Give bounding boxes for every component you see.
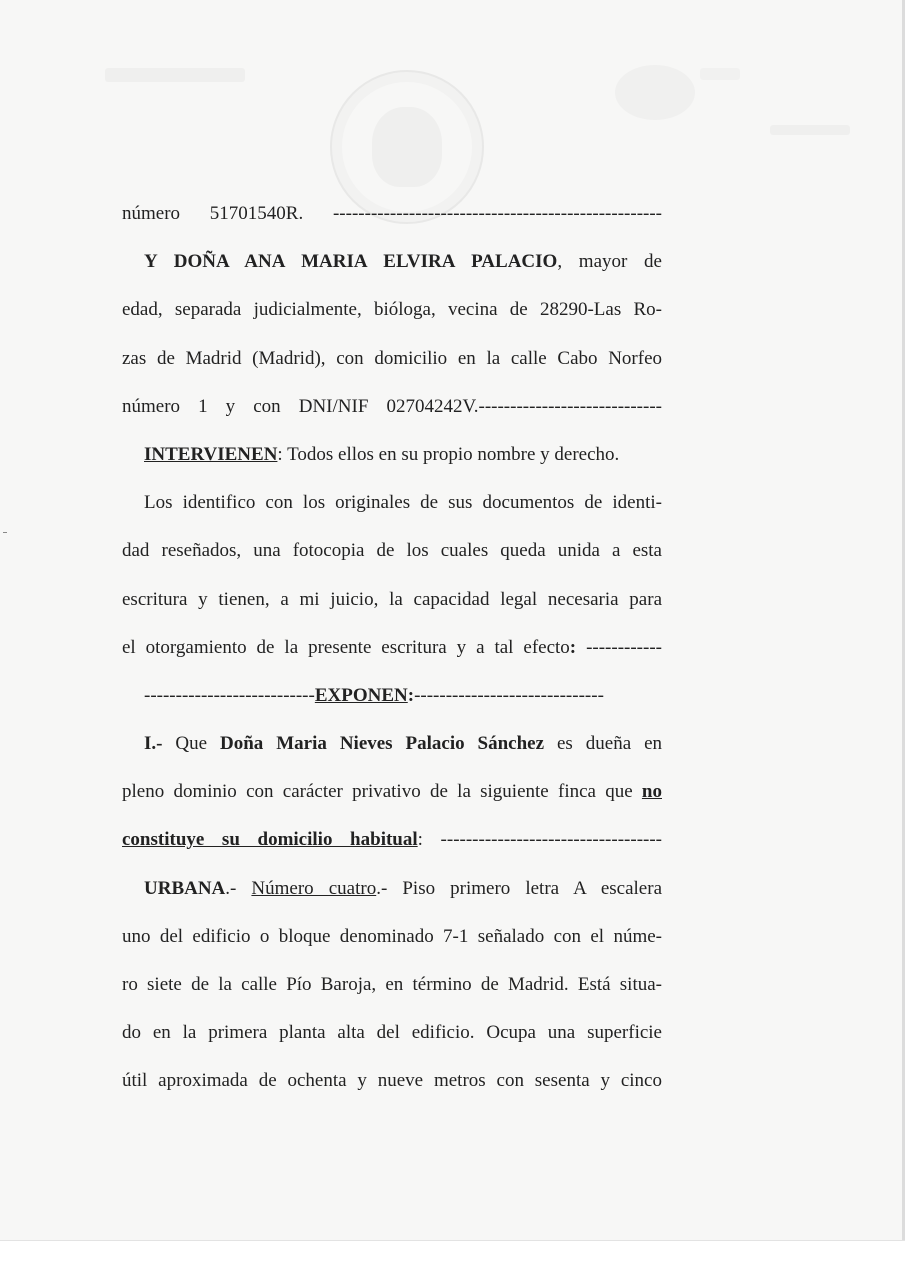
text-segment: do en la primera planta alta del edificio. Ocupa una superficie	[122, 1022, 662, 1044]
text-line	[122, 816, 662, 864]
text-line	[122, 1057, 662, 1105]
text-segment: , mayor de	[557, 251, 662, 273]
text-segment: ----------------------------------------------------	[332, 203, 662, 224]
text-segment: ------------------------------	[414, 684, 604, 706]
bold-text-segment: no	[641, 781, 662, 803]
text-segment: número 51701540R.	[122, 203, 333, 224]
text-line	[122, 479, 662, 527]
text-segment: el otorgamiento de la presente escritura y a tal efecto	[122, 636, 570, 658]
text-segment: es dueña en	[544, 733, 662, 755]
text-line	[122, 768, 662, 816]
text-segment: útil aproximada de ochenta y nueve metros con sesenta y cinco	[122, 1070, 662, 1092]
bold-text-segment: :	[407, 684, 415, 706]
bold-text-segment: Y DOÑA ANA MARIA ELVIRA PALACIO	[144, 251, 558, 273]
text-segment: dad reseñados, una fotocopia de los cuales queda unida a esta	[122, 540, 662, 562]
text-segment: zas de Madrid (Madrid), con domicilio en la calle Cabo Norfeo	[122, 347, 662, 369]
text-segment: ro siete de la calle Pío Baroja, en término de Madrid. Está situa-	[122, 974, 662, 995]
text-line	[122, 431, 662, 479]
bold-text-segment: constituye su domicilio habitual	[122, 829, 418, 851]
text-segment: ---------------------------	[144, 684, 315, 706]
text-line	[122, 527, 662, 575]
text-line	[122, 335, 662, 383]
text-line	[122, 238, 662, 286]
text-segment: número 1 y con DNI/NIF 02704242V.	[122, 395, 479, 417]
text-segment: : Todos ellos en su propio nombre y derecho.	[277, 443, 620, 465]
text-line	[122, 720, 662, 768]
bold-text-segment: INTERVIENEN	[144, 443, 278, 465]
text-segment: .- Piso primero letra A escalera	[376, 877, 662, 899]
text-segment: -----------------------------------	[440, 829, 662, 851]
text-segment: pleno dominio con carácter privativo de la siguiente finca que	[122, 781, 642, 803]
text-segment: Que	[162, 733, 221, 755]
document-body	[122, 190, 662, 1106]
watermark-text-left	[105, 68, 245, 82]
text-segment: uno del edificio o bloque denominado 7-1 señalado con el núme-	[122, 925, 662, 947]
watermark-text-mid	[700, 68, 740, 80]
text-segment: ------------	[576, 636, 662, 658]
text-segment: -----------------------------	[478, 395, 662, 417]
text-segment: .-	[225, 877, 252, 899]
text-line	[122, 286, 662, 334]
text-line	[122, 672, 662, 720]
bold-text-segment: :	[569, 636, 577, 658]
text-line	[122, 190, 662, 238]
text-segment: :	[417, 829, 441, 851]
text-line	[122, 624, 662, 672]
bold-text-segment: I.-	[144, 733, 163, 755]
text-segment: Número cuatro	[251, 877, 377, 899]
text-line	[122, 576, 662, 624]
bold-text-segment: EXPONEN	[314, 684, 408, 706]
text-line	[122, 383, 662, 431]
bold-text-segment: Doña Maria Nieves Palacio Sánchez	[220, 733, 545, 755]
margin-mark	[3, 532, 7, 533]
text-segment: Los identifico con los originales de sus documentos de identi-	[144, 492, 662, 514]
text-segment: escritura y tienen, a mi juicio, la capacidad legal necesaria para	[122, 588, 662, 610]
text-segment: edad, separada judicialmente, bióloga, vecina de 28290-Las Ro-	[122, 299, 662, 321]
stamp-watermark	[615, 65, 695, 120]
bold-text-segment: URBANA	[144, 877, 226, 899]
text-line	[122, 961, 662, 1009]
text-line	[122, 865, 662, 913]
text-line	[122, 913, 662, 961]
text-line	[122, 1009, 662, 1057]
watermark-text-right	[770, 125, 850, 135]
